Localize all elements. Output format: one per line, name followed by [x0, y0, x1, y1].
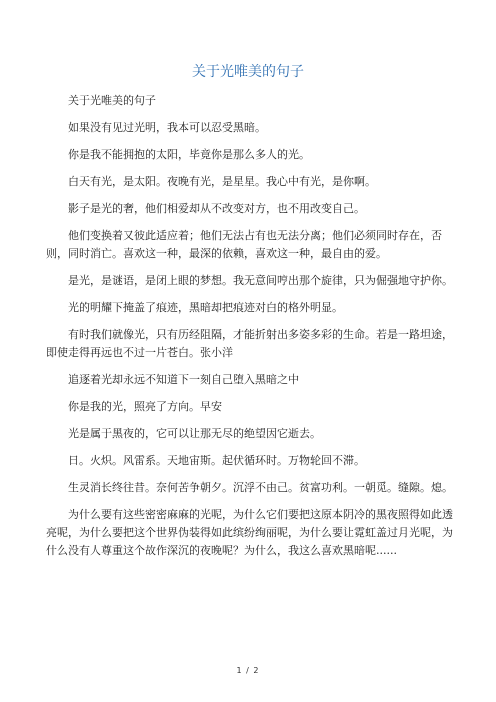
- paragraph: 影子是光的奢，他们相爱却从不改变对方，也不用改变自己。: [68, 202, 365, 215]
- paragraph: 关于光唯美的句子: [68, 94, 156, 107]
- paragraph: 你是我的光，照亮了方向。早安: [68, 400, 222, 413]
- paragraph: 为什么要有这些密密麻麻的光呢，为什么它们要把这原本阴冷的黑夜照得如此透亮呢，为什么要把这个世界伪装得如此缤纷绚丽呢，为什么要让霓虹盖过月光呢，为什么没有人尊重这个故作深沉的夜晚呢？为什么，我这么喜欢黑暗呢......: [46, 508, 453, 557]
- paragraph: 光是属于黑夜的，它可以让那无尽的绝望因它逝去。: [68, 427, 321, 440]
- paragraph: 如果没有见过光明，我本可以忍受黑暗。: [68, 121, 266, 134]
- paragraph: 有时我们就像光，只有历经阻隔，才能折射出多姿多彩的生命。若是一路坦途，即使走得再远也不过一片苍白。张小洋: [46, 328, 453, 359]
- document-title: 关于光唯美的句子: [192, 64, 304, 80]
- paragraph: 白天有光，是太阳。夜晚有光，是星星。我心中有光，是你啊。: [68, 175, 376, 188]
- paragraph: 追逐着光却永远不知道下一刻自己堕入黑暗之中: [68, 373, 299, 386]
- paragraph: 光的明耀下掩盖了痕迹，黑暗却把痕迹对白的格外明显。: [68, 301, 343, 314]
- paragraph: 是光，是谜语，是闭上眼的梦想。我无意间哼出那个旋律，只为倔强地守护你。: [68, 274, 453, 287]
- document-body: [46, 92, 454, 569]
- page-number: 1 / 2: [236, 666, 260, 675]
- paragraph: 日。火炽。风雷系。天地宙斯。起伏循环时。万物轮回不滞。: [68, 454, 365, 467]
- paragraph: 他们变换着又彼此适应着；他们无法占有也无法分离；他们必须同时存在，否则，同时消亡。喜欢这一种，最深的依赖，喜欢这一种，最自由的爱。: [46, 229, 442, 260]
- paragraph: 生灵消长终往昔。奈何苦争朝夕。沉浮不由己。贫富功利。一朝觅。缝隙。熄。: [68, 481, 453, 494]
- paragraph: 你是我不能拥抱的太阳，毕竟你是那么多人的光。: [68, 148, 310, 161]
